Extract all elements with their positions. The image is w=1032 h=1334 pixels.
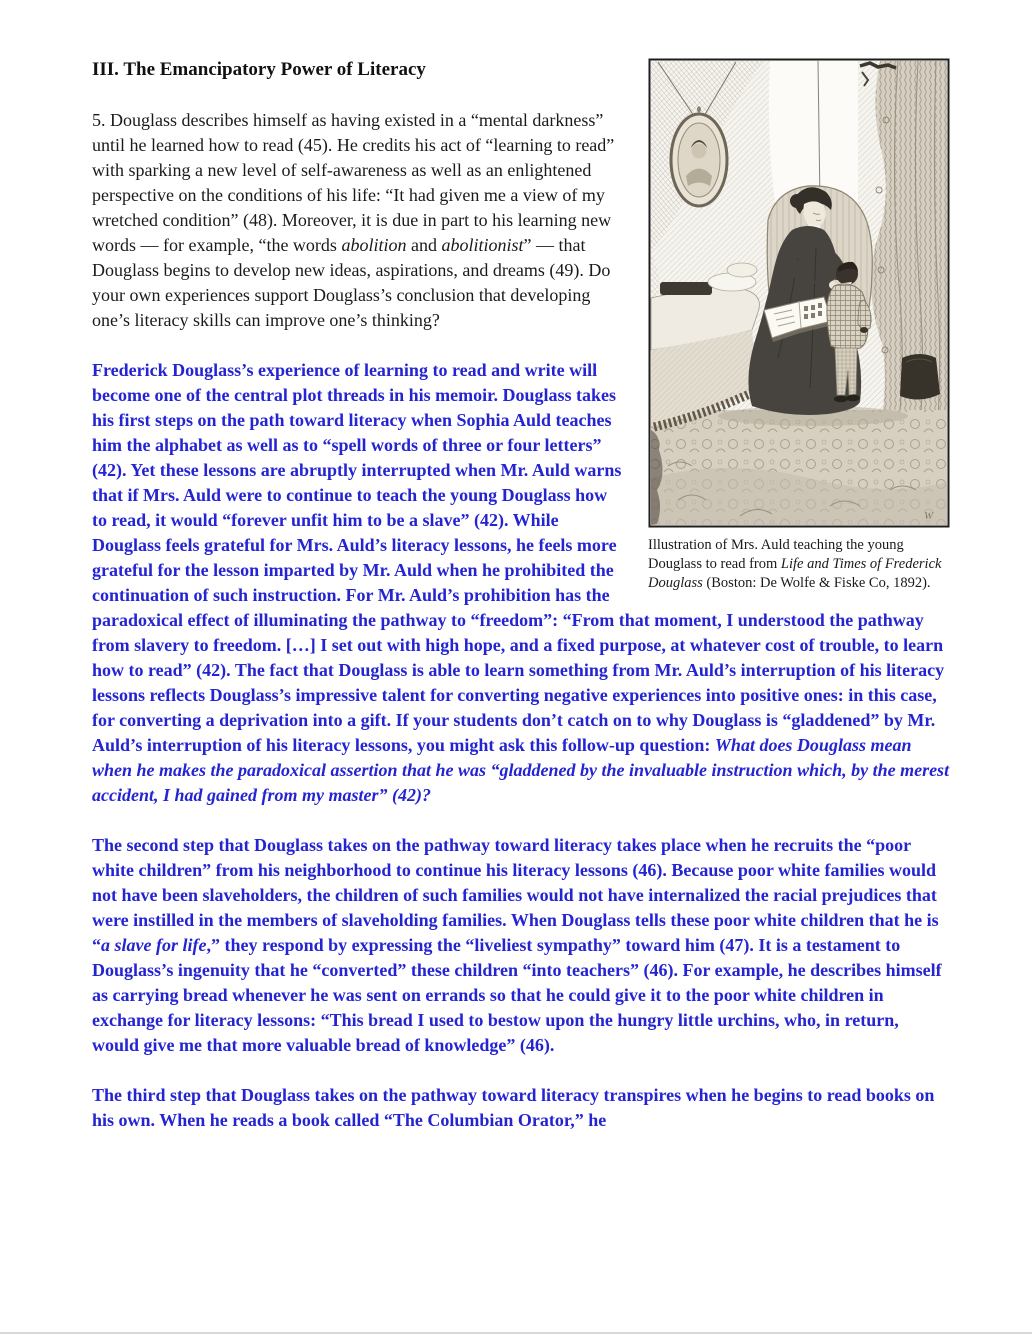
caption-text-after: (Boston: De Wolfe & Fiske Co, 1892). (702, 575, 931, 591)
caption-book-title: Life and Times of Frederick Douglass (648, 556, 942, 591)
engraver-signature: W (924, 510, 934, 522)
caption-text-before: Illustration of Mrs. Auld teaching the young Douglass to read from (648, 537, 904, 572)
illustration-figure (648, 58, 950, 593)
illustration-caption (648, 536, 950, 593)
question-paragraph: 5. Douglass describes himself as having existed in a “mental darkness” until he learned how to read (45). He credits his act of “learning to read” with sparking a new level of self-awareness as well as an enlightened perspective on the conditions of his life: “It had given me a view of my wretched condition” (48). Moreover, it is due in part to his learning new words — for example, “the words abolition and abolitionist” — that Douglass begins to develop new ideas, aspirations, and dreams (49). Do your own experiences support Douglass’s conclusion that developing one’s literacy skills can improve one’s thinking? (92, 110, 615, 330)
auld-teaching-illustration-image (648, 58, 950, 528)
answer-paragraph-3: The third step that Douglass takes on the pathway toward literacy transpires when he begins to read books on his own. When he reads a book called “The Columbian Orator,” he (92, 1085, 935, 1130)
answer-paragraph-1: Frederick Douglass’s experience of learning to read and write will become one of the central plot threads in his memoir. Douglass takes his first steps on the path toward literacy when Sophia Auld teaches him the alphabet as well as to “spell words of three or four letters” (42). Yet these lessons are abruptly interrupted when Mr. Auld warns that if Mrs. Auld were to continue to teach the young Douglass how to read, it would “forever unfit him to be a slave” (42). While Douglass feels grateful for Mrs. Auld’s literacy lessons, he feels more grateful for the lesson imparted by Mr. Auld when he prohibited the continuation of such instruction. For Mr. Auld’s prohibition has the paradoxical effect of illuminating the pathway to “freedom”: “From that moment, I understood the pathway from slavery to freedom. […] I set out with high hope, and a fixed purpose, at whatever cost of trouble, to learn how to read” (42). The fact that Douglass is able to learn something from Mr. Auld’s interruption of his literacy lessons reflects Douglass’s impressive talent for converting negative experiences into positive ones: in this case, for converting a deprivation into a gift. If your students don’t catch on to why Douglass is “gladdened” by Mr. Auld’s interruption of his literacy lessons, you might ask this follow-up question: What does Douglass mean when he makes the paradoxical assertion that he was “gladdened by the invaluable instruction which, by the merest accident, I had gained from my master” (42)? (92, 360, 950, 805)
answer-paragraph-2: The second step that Douglass takes on the pathway toward literacy takes place when he recruits the “poor white children” from his neighborhood to continue his literacy lessons (46). Because poor white families would not have been slaveholders, the children of such families would not have internalized the racial prejudices that were instilled in the members of slaveholding families. When Douglass tells these poor white children that he is “a slave for life,” they respond by expressing the “liveliest sympathy” toward him (47). It is a testament to Douglass’s ingenuity that he “converted” these children “into teachers” (46). For example, he describes himself as carrying bread whenever he was sent on errands so that he could give it to the poor white children in exchange for literacy lessons: “This bread I used to bestow upon the hungry little urchins, who, in return, would give me that more valuable bread of knowledge” (46). (92, 835, 942, 1055)
section-heading: III. The Emancipatory Power of Literacy (92, 59, 426, 80)
